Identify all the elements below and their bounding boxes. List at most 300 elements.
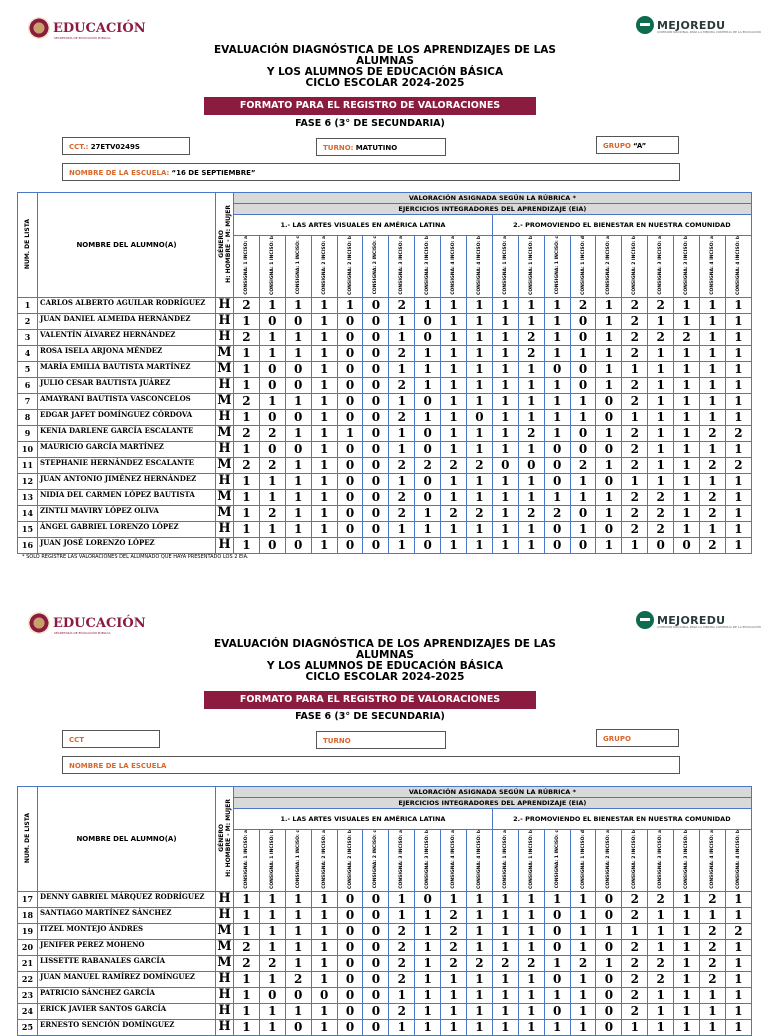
score-cell[interactable]: 1 xyxy=(285,345,311,361)
score-cell[interactable]: 1 xyxy=(596,505,622,521)
score-cell[interactable]: 2 xyxy=(389,939,415,955)
score-cell[interactable]: 1 xyxy=(337,425,363,441)
score-cell[interactable]: 0 xyxy=(648,537,674,553)
score-cell[interactable]: 2 xyxy=(622,955,648,971)
score-cell[interactable]: 1 xyxy=(570,345,596,361)
score-cell[interactable]: 1 xyxy=(518,361,544,377)
score-cell[interactable]: 0 xyxy=(570,377,596,393)
cct-field[interactable]: CCT.: 27ETV0249S xyxy=(62,137,190,155)
score-cell[interactable]: 2 xyxy=(234,955,260,971)
score-cell[interactable]: 1 xyxy=(234,313,260,329)
score-cell[interactable]: 1 xyxy=(648,987,674,1003)
score-cell[interactable]: 0 xyxy=(596,907,622,923)
score-cell[interactable]: 2 xyxy=(700,923,726,939)
turno-field[interactable]: TURNO: MATUTINO xyxy=(316,138,446,156)
score-cell[interactable]: 1 xyxy=(234,489,260,505)
score-cell[interactable]: 1 xyxy=(234,891,260,907)
score-cell[interactable]: 0 xyxy=(596,409,622,425)
score-cell[interactable]: 2 xyxy=(700,505,726,521)
score-cell[interactable]: 1 xyxy=(311,297,337,313)
score-cell[interactable]: 1 xyxy=(674,939,700,955)
score-cell[interactable]: 1 xyxy=(570,521,596,537)
score-cell[interactable]: 1 xyxy=(311,505,337,521)
score-cell[interactable]: 0 xyxy=(259,409,285,425)
score-cell[interactable]: 1 xyxy=(389,361,415,377)
score-cell[interactable]: 1 xyxy=(234,361,260,377)
score-cell[interactable]: 2 xyxy=(622,987,648,1003)
score-cell[interactable]: 0 xyxy=(259,313,285,329)
score-cell[interactable]: 1 xyxy=(725,907,751,923)
score-cell[interactable]: 0 xyxy=(596,441,622,457)
score-cell[interactable]: 1 xyxy=(492,923,518,939)
score-cell[interactable]: 0 xyxy=(259,441,285,457)
score-cell[interactable]: 1 xyxy=(725,329,751,345)
gender-cell[interactable]: H xyxy=(216,441,234,457)
score-cell[interactable]: 1 xyxy=(648,939,674,955)
score-cell[interactable]: 0 xyxy=(544,939,570,955)
score-cell[interactable]: 1 xyxy=(285,297,311,313)
score-cell[interactable]: 0 xyxy=(259,361,285,377)
score-cell[interactable]: 1 xyxy=(234,409,260,425)
gender-cell[interactable]: M xyxy=(217,955,232,971)
score-cell[interactable]: 1 xyxy=(234,923,260,939)
score-cell[interactable]: 1 xyxy=(311,393,337,409)
score-cell[interactable]: 0 xyxy=(363,457,389,473)
score-cell[interactable]: 0 xyxy=(544,473,570,489)
score-cell[interactable]: 1 xyxy=(648,907,674,923)
score-cell[interactable]: 1 xyxy=(570,907,596,923)
gender-cell[interactable]: M xyxy=(217,345,232,361)
score-cell[interactable]: 0 xyxy=(363,329,389,345)
score-cell[interactable]: 1 xyxy=(311,521,337,537)
score-cell[interactable]: 1 xyxy=(311,329,337,345)
score-cell[interactable]: 1 xyxy=(596,425,622,441)
score-cell[interactable]: 1 xyxy=(389,425,415,441)
score-cell[interactable]: 2 xyxy=(441,923,467,939)
score-cell[interactable]: 1 xyxy=(389,907,415,923)
score-cell[interactable]: 0 xyxy=(570,505,596,521)
grupo-field[interactable]: GRUPO xyxy=(596,729,679,747)
score-cell[interactable]: 1 xyxy=(415,521,441,537)
score-cell[interactable]: 1 xyxy=(492,329,518,345)
score-cell[interactable]: 1 xyxy=(648,345,674,361)
score-cell[interactable]: 0 xyxy=(363,505,389,521)
score-cell[interactable]: 1 xyxy=(725,971,751,987)
score-cell[interactable]: 1 xyxy=(415,1019,441,1035)
score-cell[interactable]: 1 xyxy=(285,473,311,489)
score-cell[interactable]: 0 xyxy=(363,409,389,425)
score-cell[interactable]: 2 xyxy=(725,923,751,939)
score-cell[interactable]: 1 xyxy=(415,923,441,939)
score-cell[interactable]: 1 xyxy=(648,457,674,473)
score-cell[interactable]: 2 xyxy=(259,955,285,971)
score-cell[interactable]: 1 xyxy=(725,409,751,425)
score-cell[interactable]: 1 xyxy=(311,923,337,939)
score-cell[interactable]: 1 xyxy=(234,907,260,923)
score-cell[interactable]: 1 xyxy=(700,473,726,489)
score-cell[interactable]: 1 xyxy=(337,297,363,313)
score-cell[interactable]: 2 xyxy=(518,425,544,441)
score-cell[interactable]: 1 xyxy=(544,377,570,393)
score-cell[interactable]: 1 xyxy=(570,891,596,907)
score-cell[interactable]: 2 xyxy=(622,489,648,505)
score-cell[interactable]: 1 xyxy=(441,345,467,361)
gender-cell[interactable]: H xyxy=(216,521,234,537)
score-cell[interactable]: 1 xyxy=(311,313,337,329)
score-cell[interactable]: 1 xyxy=(674,955,700,971)
score-cell[interactable]: 0 xyxy=(415,891,441,907)
score-cell[interactable]: 2 xyxy=(518,505,544,521)
score-cell[interactable]: 0 xyxy=(337,441,363,457)
score-cell[interactable]: 1 xyxy=(648,473,674,489)
score-cell[interactable]: 0 xyxy=(363,939,389,955)
score-cell[interactable]: 1 xyxy=(259,345,285,361)
score-cell[interactable]: 1 xyxy=(622,537,648,553)
score-cell[interactable]: 2 xyxy=(648,955,674,971)
gender-cell[interactable]: H xyxy=(216,907,234,923)
score-cell[interactable]: 2 xyxy=(622,907,648,923)
score-cell[interactable]: 0 xyxy=(337,393,363,409)
score-cell[interactable]: 0 xyxy=(337,377,363,393)
score-cell[interactable]: 1 xyxy=(259,489,285,505)
score-cell[interactable]: 2 xyxy=(570,297,596,313)
score-cell[interactable]: 1 xyxy=(311,457,337,473)
score-cell[interactable]: 1 xyxy=(570,987,596,1003)
score-cell[interactable]: 1 xyxy=(518,537,544,553)
score-cell[interactable]: 0 xyxy=(570,425,596,441)
gender-cell[interactable]: H xyxy=(216,537,234,553)
score-cell[interactable]: 2 xyxy=(725,457,751,473)
score-cell[interactable]: 0 xyxy=(596,891,622,907)
score-cell[interactable]: 0 xyxy=(544,907,570,923)
score-cell[interactable]: 1 xyxy=(544,891,570,907)
score-cell[interactable]: 1 xyxy=(389,537,415,553)
score-cell[interactable]: 1 xyxy=(285,425,311,441)
score-cell[interactable]: 1 xyxy=(285,329,311,345)
score-cell[interactable]: 1 xyxy=(441,1003,467,1019)
score-cell[interactable]: 1 xyxy=(544,955,570,971)
score-cell[interactable]: 1 xyxy=(725,1019,751,1035)
score-cell[interactable]: 1 xyxy=(415,297,441,313)
score-cell[interactable]: 1 xyxy=(285,923,311,939)
score-cell[interactable]: 1 xyxy=(441,377,467,393)
score-cell[interactable]: 2 xyxy=(700,537,726,553)
score-cell[interactable]: 1 xyxy=(544,313,570,329)
score-cell[interactable]: 1 xyxy=(492,907,518,923)
score-cell[interactable]: 0 xyxy=(337,409,363,425)
gender-cell[interactable]: H xyxy=(216,1019,234,1035)
score-cell[interactable]: 2 xyxy=(518,329,544,345)
score-cell[interactable]: 1 xyxy=(234,1019,260,1035)
score-cell[interactable]: 1 xyxy=(674,393,700,409)
score-cell[interactable]: 0 xyxy=(596,521,622,537)
score-cell[interactable]: 2 xyxy=(415,457,441,473)
gender-cell[interactable]: M xyxy=(217,923,232,939)
score-cell[interactable]: 0 xyxy=(596,393,622,409)
score-cell[interactable]: 1 xyxy=(467,939,493,955)
score-cell[interactable]: 2 xyxy=(389,1003,415,1019)
score-cell[interactable]: 1 xyxy=(492,521,518,537)
score-cell[interactable]: 2 xyxy=(518,345,544,361)
score-cell[interactable]: 2 xyxy=(441,505,467,521)
score-cell[interactable]: 1 xyxy=(467,425,493,441)
score-cell[interactable]: 1 xyxy=(518,393,544,409)
score-cell[interactable]: 0 xyxy=(596,1003,622,1019)
score-cell[interactable]: 1 xyxy=(259,891,285,907)
score-cell[interactable]: 1 xyxy=(441,425,467,441)
score-cell[interactable]: 0 xyxy=(544,1003,570,1019)
score-cell[interactable]: 1 xyxy=(648,377,674,393)
score-cell[interactable]: 0 xyxy=(363,345,389,361)
score-cell[interactable]: 0 xyxy=(363,971,389,987)
score-cell[interactable]: 1 xyxy=(518,939,544,955)
score-cell[interactable]: 0 xyxy=(363,473,389,489)
score-cell[interactable]: 1 xyxy=(234,345,260,361)
score-cell[interactable]: 1 xyxy=(467,1019,493,1035)
score-cell[interactable]: 0 xyxy=(570,537,596,553)
score-cell[interactable]: 1 xyxy=(234,505,260,521)
score-cell[interactable]: 1 xyxy=(311,939,337,955)
score-cell[interactable]: 1 xyxy=(259,329,285,345)
score-cell[interactable]: 0 xyxy=(337,987,363,1003)
score-cell[interactable]: 1 xyxy=(725,345,751,361)
score-cell[interactable]: 1 xyxy=(311,345,337,361)
score-cell[interactable]: 1 xyxy=(544,297,570,313)
score-cell[interactable]: 1 xyxy=(674,891,700,907)
score-cell[interactable]: 0 xyxy=(337,505,363,521)
score-cell[interactable]: 1 xyxy=(570,923,596,939)
score-cell[interactable]: 1 xyxy=(700,313,726,329)
score-cell[interactable]: 1 xyxy=(234,537,260,553)
score-cell[interactable]: 0 xyxy=(544,361,570,377)
score-cell[interactable]: 0 xyxy=(415,441,441,457)
score-cell[interactable]: 1 xyxy=(441,473,467,489)
score-cell[interactable]: 1 xyxy=(415,377,441,393)
score-cell[interactable]: 1 xyxy=(441,441,467,457)
score-cell[interactable]: 1 xyxy=(674,409,700,425)
score-cell[interactable]: 1 xyxy=(518,441,544,457)
score-cell[interactable]: 2 xyxy=(259,425,285,441)
score-cell[interactable]: 2 xyxy=(467,505,493,521)
score-cell[interactable]: 2 xyxy=(622,425,648,441)
score-cell[interactable]: 1 xyxy=(544,329,570,345)
score-cell[interactable]: 1 xyxy=(725,537,751,553)
score-cell[interactable]: 1 xyxy=(570,393,596,409)
score-cell[interactable]: 2 xyxy=(700,955,726,971)
gender-cell[interactable]: H xyxy=(216,377,234,393)
score-cell[interactable]: 1 xyxy=(518,891,544,907)
score-cell[interactable]: 1 xyxy=(570,489,596,505)
score-cell[interactable]: 0 xyxy=(285,361,311,377)
score-cell[interactable]: 1 xyxy=(648,1019,674,1035)
score-cell[interactable]: 1 xyxy=(259,297,285,313)
score-cell[interactable]: 0 xyxy=(596,1019,622,1035)
score-cell[interactable]: 1 xyxy=(441,393,467,409)
score-cell[interactable]: 0 xyxy=(363,313,389,329)
score-cell[interactable]: 0 xyxy=(363,425,389,441)
score-cell[interactable]: 2 xyxy=(389,489,415,505)
score-cell[interactable]: 0 xyxy=(363,1003,389,1019)
gender-cell[interactable]: M xyxy=(217,393,232,409)
score-cell[interactable]: 2 xyxy=(389,971,415,987)
score-cell[interactable]: 1 xyxy=(674,521,700,537)
score-cell[interactable]: 1 xyxy=(285,1003,311,1019)
score-cell[interactable]: 0 xyxy=(259,537,285,553)
score-cell[interactable]: 1 xyxy=(596,345,622,361)
score-cell[interactable]: 2 xyxy=(700,891,726,907)
score-cell[interactable]: 1 xyxy=(544,987,570,1003)
score-cell[interactable]: 0 xyxy=(363,537,389,553)
score-cell[interactable]: 2 xyxy=(234,457,260,473)
gender-cell[interactable]: M xyxy=(217,505,232,521)
score-cell[interactable]: 0 xyxy=(570,441,596,457)
score-cell[interactable]: 1 xyxy=(492,489,518,505)
score-cell[interactable]: 1 xyxy=(674,987,700,1003)
score-cell[interactable]: 1 xyxy=(518,473,544,489)
score-cell[interactable]: 0 xyxy=(337,457,363,473)
score-cell[interactable]: 1 xyxy=(570,409,596,425)
score-cell[interactable]: 1 xyxy=(441,537,467,553)
score-cell[interactable]: 1 xyxy=(259,971,285,987)
score-cell[interactable]: 2 xyxy=(441,907,467,923)
score-cell[interactable]: 1 xyxy=(259,939,285,955)
score-cell[interactable]: 1 xyxy=(570,473,596,489)
score-cell[interactable]: 1 xyxy=(725,393,751,409)
score-cell[interactable]: 0 xyxy=(570,329,596,345)
score-cell[interactable]: 1 xyxy=(725,987,751,1003)
score-cell[interactable]: 1 xyxy=(311,441,337,457)
score-cell[interactable]: 1 xyxy=(441,313,467,329)
score-cell[interactable]: 0 xyxy=(337,329,363,345)
score-cell[interactable]: 1 xyxy=(518,1019,544,1035)
score-cell[interactable]: 2 xyxy=(518,955,544,971)
score-cell[interactable]: 1 xyxy=(389,393,415,409)
score-cell[interactable]: 2 xyxy=(389,377,415,393)
score-cell[interactable]: 1 xyxy=(700,345,726,361)
score-cell[interactable]: 2 xyxy=(467,955,493,971)
score-cell[interactable]: 1 xyxy=(648,361,674,377)
score-cell[interactable]: 2 xyxy=(622,329,648,345)
gender-cell[interactable]: H xyxy=(216,1003,234,1019)
score-cell[interactable]: 1 xyxy=(725,505,751,521)
score-cell[interactable]: 1 xyxy=(415,907,441,923)
score-cell[interactable]: 0 xyxy=(337,891,363,907)
score-cell[interactable]: 1 xyxy=(311,361,337,377)
score-cell[interactable]: 1 xyxy=(467,393,493,409)
score-cell[interactable]: 1 xyxy=(467,923,493,939)
score-cell[interactable]: 2 xyxy=(648,329,674,345)
score-cell[interactable]: 1 xyxy=(674,361,700,377)
score-cell[interactable]: 1 xyxy=(648,425,674,441)
score-cell[interactable]: 0 xyxy=(570,361,596,377)
score-cell[interactable]: 0 xyxy=(337,473,363,489)
score-cell[interactable]: 0 xyxy=(415,313,441,329)
score-cell[interactable]: 1 xyxy=(285,521,311,537)
score-cell[interactable]: 0 xyxy=(596,939,622,955)
score-cell[interactable]: 0 xyxy=(415,329,441,345)
score-cell[interactable]: 1 xyxy=(389,1019,415,1035)
score-cell[interactable]: 2 xyxy=(700,425,726,441)
score-cell[interactable]: 1 xyxy=(467,313,493,329)
score-cell[interactable]: 2 xyxy=(234,939,260,955)
score-cell[interactable]: 1 xyxy=(674,313,700,329)
score-cell[interactable]: 1 xyxy=(700,907,726,923)
score-cell[interactable]: 1 xyxy=(415,345,441,361)
score-cell[interactable]: 2 xyxy=(234,393,260,409)
score-cell[interactable]: 1 xyxy=(467,891,493,907)
score-cell[interactable]: 1 xyxy=(700,377,726,393)
score-cell[interactable]: 1 xyxy=(441,489,467,505)
score-cell[interactable]: 2 xyxy=(389,409,415,425)
score-cell[interactable]: 0 xyxy=(363,907,389,923)
score-cell[interactable]: 0 xyxy=(363,393,389,409)
score-cell[interactable]: 1 xyxy=(674,457,700,473)
score-cell[interactable]: 1 xyxy=(518,489,544,505)
score-cell[interactable]: 1 xyxy=(492,425,518,441)
score-cell[interactable]: 0 xyxy=(337,345,363,361)
score-cell[interactable]: 1 xyxy=(674,489,700,505)
score-cell[interactable]: 1 xyxy=(285,489,311,505)
score-cell[interactable]: 0 xyxy=(337,361,363,377)
score-cell[interactable]: 1 xyxy=(544,409,570,425)
score-cell[interactable]: 0 xyxy=(544,521,570,537)
score-cell[interactable]: 1 xyxy=(467,345,493,361)
score-cell[interactable]: 1 xyxy=(674,345,700,361)
score-cell[interactable]: 1 xyxy=(674,1019,700,1035)
score-cell[interactable]: 2 xyxy=(622,345,648,361)
score-cell[interactable]: 1 xyxy=(518,987,544,1003)
score-cell[interactable]: 1 xyxy=(596,955,622,971)
score-cell[interactable]: 0 xyxy=(259,377,285,393)
score-cell[interactable]: 1 xyxy=(674,425,700,441)
score-cell[interactable]: 2 xyxy=(648,489,674,505)
score-cell[interactable]: 1 xyxy=(674,473,700,489)
gender-cell[interactable]: M xyxy=(217,361,232,377)
score-cell[interactable]: 2 xyxy=(441,457,467,473)
score-cell[interactable]: 1 xyxy=(622,1019,648,1035)
score-cell[interactable]: 0 xyxy=(363,297,389,313)
score-cell[interactable]: 2 xyxy=(467,457,493,473)
score-cell[interactable]: 0 xyxy=(337,489,363,505)
score-cell[interactable]: 1 xyxy=(725,955,751,971)
score-cell[interactable]: 0 xyxy=(337,521,363,537)
score-cell[interactable]: 0 xyxy=(415,489,441,505)
score-cell[interactable]: 1 xyxy=(700,393,726,409)
score-cell[interactable]: 1 xyxy=(441,297,467,313)
score-cell[interactable]: 1 xyxy=(311,537,337,553)
gender-cell[interactable]: H xyxy=(216,409,234,425)
score-cell[interactable]: 0 xyxy=(363,1019,389,1035)
score-cell[interactable]: 1 xyxy=(311,377,337,393)
score-cell[interactable]: 1 xyxy=(311,489,337,505)
gender-cell[interactable]: H xyxy=(216,891,234,907)
score-cell[interactable]: 1 xyxy=(725,473,751,489)
score-cell[interactable]: 1 xyxy=(518,297,544,313)
score-cell[interactable]: 0 xyxy=(285,441,311,457)
score-cell[interactable]: 0 xyxy=(544,457,570,473)
score-cell[interactable]: 1 xyxy=(518,377,544,393)
score-cell[interactable]: 0 xyxy=(492,457,518,473)
score-cell[interactable]: 1 xyxy=(674,971,700,987)
score-cell[interactable]: 1 xyxy=(441,971,467,987)
score-cell[interactable]: 0 xyxy=(415,537,441,553)
score-cell[interactable]: 1 xyxy=(725,377,751,393)
score-cell[interactable]: 0 xyxy=(467,409,493,425)
score-cell[interactable]: 2 xyxy=(622,297,648,313)
score-cell[interactable]: 1 xyxy=(596,361,622,377)
score-cell[interactable]: 2 xyxy=(622,521,648,537)
score-cell[interactable]: 2 xyxy=(259,505,285,521)
